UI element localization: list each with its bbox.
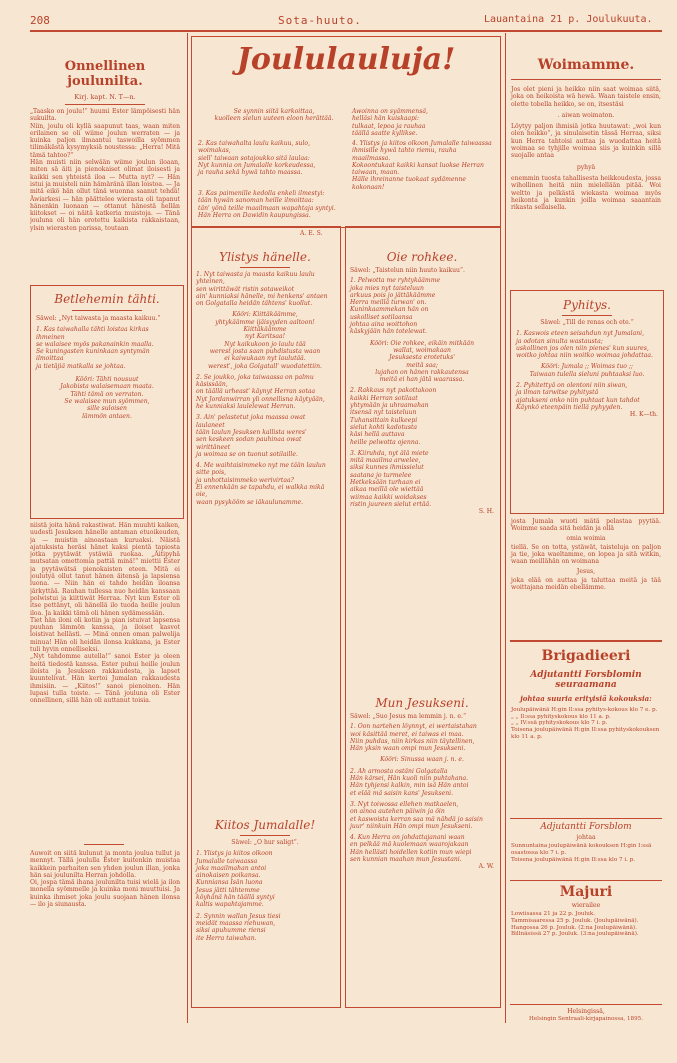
hymn1-tune: Säwel: „Nyt taiwasta ja maasta kaikuu.“ xyxy=(36,315,161,322)
main-title: Joululauluja! xyxy=(236,42,456,77)
right-column-top xyxy=(511,37,661,211)
intro-left: Se synnin siitä karkoittaa, kuolleen sielun uuteen eloon herättää. xyxy=(214,108,334,123)
verse3-sign: A. E. S. xyxy=(300,230,323,237)
imprint-city: Helsingissä, xyxy=(567,1008,605,1015)
hymn4-verse1: 1. Oon nartehen löynnyt, ei wertaistahan woi käsittää meret, ei taiwas ei maa. Niin puhdas, niin kirkas niin täytellinen, Hän yksin waan ompi mun Jesukseni. xyxy=(350,723,477,753)
story-part2: niistä joita hänä rakastiwat. Hän muuhti kaiken, uudesti Jesuksen hänelle antaman etuoikeuden, ja — muistin ainoastaan kuruaksi. Näistä ajatuksista heräsi hänet kaksi pientä tapiosta jotka pyytäwät ystäwiä ruokaa. „Äitipyhä mutsatan omettomia pattiä minä!“ miettii Ester ja pyytäwätsä pienokaisten eteen. Mitä ei joulutyä ollut tanut hänen äitensä ja lapsiensa luona. — Niin hän ei tahdo heidän iloansa järkyttää. Rauhan tullessa nuo heidän kanssaan polwistui ja kiittiwät Herraa. Nyt kun Ester oli itse pettänyt, oli hänellä ilo tuoda heille joulun iloa. Ja kaikki tämä oli hänen sydämessään. Tiet hän iloni oli kotiin ja pian istuivat lapsensa puuhan lämmön kanssa, ja iloiset kasvot loistivat hellästi. — Minä onnen oman palwelija minua! Hän oli heidän ilonsa kukkana, ja Ester tuli hyvin onnelliseksi. „Nyt tahdomme autella!“ sanoi Ester ja oleen heitä tiedostä kanssa. Ester puhui heille joulun iloista ja Jesuksen rakkaudesta, ja lapset kuuntelivat. Hän kertoi Jumalan rakkaudesta ihmisiin. — „Kiitos!“ sanoi pienoinen. Hän lupasi tulla toiste. — Tänä jouluna oli Ester onnellinen, sillä hän oli auttanut toisia. xyxy=(30,522,180,705)
brigadieeri-notice xyxy=(511,648,661,741)
woima-intro: Jos olet pieni ja heikko niin saat woimaa siitä, joka on heikoista wä hewä. Waan taistele ensin, olette tobella heikko, se on, itsestäsi xyxy=(511,86,661,108)
woima-text2: enemmin tuosta tahallisesta heikkoudesta, jossa wihollinen heitä niin mielellään pitää. Woi weltto ja pelkästä wiekasta woimaa myös heikonta ja kunkin joilla woimaa saaantain rikasta sellaisella. xyxy=(511,174,661,212)
author-rule xyxy=(65,104,145,105)
story-part3: Auwoit on siitä kulunut ja monta joulua tullut ja mennyt. Tällä joululla Ester kuitenkin muistaa kaikkein parhaiten sen yhden joulun illan, jonka hän sai joulunilta Herran johdolla. Oi, jospa tämä ihana joulunilta tuisi wielä ja ilon monella syömmelle ja kuinka moni muuttuisi. Ja kuinka ihmiset joka joulu suojaan hänen ilonsa — ilo ja siunausta. xyxy=(30,850,180,909)
hymn1-rule xyxy=(72,310,142,311)
adj-rule xyxy=(510,818,662,819)
hymn1-title: Betlehemin tähti. xyxy=(54,292,160,306)
woima-title: Woimamme. xyxy=(537,57,635,73)
imprint-text: Helsingin Sentraali-kirjapainossa, 1895. xyxy=(528,1016,644,1022)
hymn5-rule xyxy=(240,835,290,836)
major-lead: wierailee xyxy=(571,902,601,909)
brig-title: Brigadieeri xyxy=(541,648,631,664)
column-rule-right xyxy=(505,33,506,1023)
hymn2-rule xyxy=(240,267,290,268)
hymn3-verse1: 1. Pelwotta me ryhtykäämme joka mies nyt taisteluun arkuus pois jo jättäkäämme Herra meillä turwan' on. Kuninkaammekan hän on uskolliset sotilaansa johtaa aina woittohon käskyjään hän totelewat. xyxy=(350,277,441,336)
hymn4-verse3: 3. Nyt toiwossa ellehen matkaelen, on ainoa autehen päiwin ja öin et kaswoista kerran saa mä nähdä jo saisin juur' niinkuin Hän ompi mun Jesukseni. xyxy=(350,800,483,830)
hymn3-chorus: Kööri: Oie rohkee, eikäin mitkään wallat, woimakaan Jesuksesta erotetuks' meitä saa; lujahan on hänen rakkautensa meitä ei han jätä waarassa. xyxy=(369,339,475,384)
intro-right: Awoinna on syämmensä, helläsi hän kuiskaapi: tulkaat, lepoa ja rauhaa täällä saatte kyllikse. xyxy=(352,108,428,137)
woima-text1: Löytyy paljon ihmisiä jotka huutawat: „woi kun olen heikko“, ja sinulaisetin tässä Herraa, siksi kun Herra tahtoisi auttaa ja wuodattaa heitä woimaa se tyhjille woimaa siis ja kuinkin sillä suojalle antaa xyxy=(511,123,661,160)
hymn1-chorus: Kööri: Tähti nousuut Jakobista walaisemaan maata. Tähti tämä on verraton. Se walaisee mun syömmen, sille suloisen lämmön antaen. xyxy=(60,376,154,420)
hymn2-chorus: Kööri: Kiittäkäämme, yhtykäämme ijäisyyden aaltoon! Kiittäkäämme nyt Karitsaa! Nyt kaikukoon jo laulu tää werest josta saan puhdistusta waan ei kaiwukaan nyt laulutää. werest', joka Golgatall' wuodatettiin. xyxy=(208,311,322,370)
hymn-mun-jesukseni xyxy=(350,696,494,871)
woima-rule xyxy=(511,79,661,80)
brig-meetings: Joulupäiwänä H:gin Il:ssa pyhitys-kokous klo 7 e. p. „ „ Il:ssa pyhityskokous klo 11 a. p. „ „ IV:ssä pyhityskokous klo 7 i. p. Toisena joulupäiwänä H:gin II:ssa pyhityskokouksen klo 11 a. p. xyxy=(511,707,660,740)
hymn5-verse2: 2. Synnin wallan Jesus tiesi meidät maassa riehuwan, siksi apuhumme riensi ite Herra taiwahan. xyxy=(196,912,281,942)
right-column-middle xyxy=(511,518,661,592)
after-text: josta Jumala wuoti mätä pelastaa pyytää. Woimme saada sitä heidän ja ollä xyxy=(511,518,661,533)
hymn-betlehemin xyxy=(36,292,178,420)
major-rule xyxy=(510,880,662,881)
hymn5-verse1: 1. Ylistys ja kiitos olkoon Jumalalle taiwaassa joka maailmahan antoi ainokaisen poikansa. Kunniansa Isän luona Jesus jätti tähtemme köyhänä hän täällä syntyi kaltis wapahtajamme. xyxy=(196,850,275,909)
hymn-pyhitys xyxy=(516,298,658,419)
hymn4-verse4: 4. Kun Herra on johdattajanani waan en pelkää mä kuolemaan waarojakaan Hän hellästi hoidellen kotiin mun wiepi sen kunnian maahan mun Jesustani. xyxy=(350,834,472,864)
story-author: Kirj. kapt. N. T—n. xyxy=(74,93,136,101)
hymn4-chorus: Kööri: Sinussa waan j. n. e. xyxy=(380,756,464,764)
hymn-kiitos xyxy=(196,818,334,942)
hymn3-title: Oie rohkee. xyxy=(386,250,458,264)
hymn4-title: Mun Jesukseni. xyxy=(375,696,469,710)
adj-lead: johtaa xyxy=(576,834,596,841)
hymn3-verse3: 3. Kiiruhda, nyt älä miete mitä maailma arwelee, siksi kunnes ihmissielut saatana jo turmelee Hetkeksään turhaan ei aikaa meillä ole wiettää wiimaa kaikki woidakses ristin juureen sielut ertää. xyxy=(350,449,432,508)
brig-subtitle: Adjutantti Forsblomin seuraamana xyxy=(530,670,642,690)
after-text2: tiellä. Se on totta, ystäwät, taisteluja on paljon ja tie, joka waeltamme, on lopea ja sitä witkin, waan meillähän on woimana xyxy=(511,543,661,566)
header-date: Lauantaina 21 p. Joulukuuta. xyxy=(484,14,653,25)
left-column xyxy=(30,35,180,300)
hymn5-title: Kiitos Jumalalle! xyxy=(214,818,316,832)
adjutantti-notice xyxy=(511,822,661,863)
hymn2-verse4: 4. Me waihtaisimmeko nyt me tään laulun sitte pois, ja unhottaisimmeko werivirtaa? Ei ennenkään se tapahdu, ei walkka mikä oie, waan pysykööm se iäkaulunamme. xyxy=(196,462,326,506)
hymn3-tune: Säwel: „Taistelun niin huuto kaikuu“. xyxy=(350,267,465,274)
majuri-notice xyxy=(511,884,661,938)
story-part1: „Taasko on joulu!“ huumi Ester lämpöisesti hän sukuilta. Niin, joulu oli kyllä saapunut taas, waan miten erilainen se oli wiime joulun werraten — ja kuinka paljon ilmaantui taswoilla syömmen tilimäkästä kysymyksiä noustessa: „Herra! Mitä tämä tahtoo?“ Hän muisti niin selwään wiime joulun iloaan, miten sä äiti ja pienokaiset olimat iloisesti ja kaikki sen yhteistä iloa — Mutta nyt? — Hän istui ja muisteli niin hämäränä illan loistoa. — Ja mitä eikö hän ollut tänä wuonna saanut tehdä! Äwiarkesi — hän päättelee wierasta oli tapanut hänenkin luonaan — ottanut hänestä hellän kiitokset — oi näitä katkeria muistoja. — Tänä jouluna oli hän erotettu kaikista rakkaistaan, ylsin wierasten parissa, toutaan xyxy=(30,108,180,232)
page-number: 208 xyxy=(30,14,50,27)
major-title: Majuri xyxy=(559,884,613,900)
story-divider xyxy=(84,844,124,845)
major-meetings: Lowiisassa 21 ja 22 p. Jouluk. Tammisaaressa 25 p. Jouluk. (Joulupäiwänä). Hangossa 26 p. Jouluk. (2:na Joulupäiwänä). Billnäsissä 27 p. Jouluk. (3:na joulupäiwänä). xyxy=(511,911,639,938)
pyhitys-verse2: 2. Pyhitettyä on olentoni niin siwan, ja ilman tarwitse pyhitystä ajatukseni onko niin puhtaat kun tahdot Käynkö eteenpäin tiellä pyhyyden. xyxy=(516,382,640,411)
after-jesus: Jesus, xyxy=(576,567,596,575)
adj-meetings: Sunnuntaina joulupäiwänä kokouksen H:gin I:ssä osastossa klo 7 i. p. Toisena joulupäiwänä H:gin II:ssa klo 7 i. p. xyxy=(511,843,652,863)
pyhitys-chorus: Kööri: Jumala ;; Woimas tuo ;; Taiwaan tulella sieluni puhtaaksi luo. xyxy=(529,363,645,378)
verse3-left: 3. Kas paimenille kedolla enkeli ilmestyi: tään hywän sanoman heille ilmoittaa: tän' yönä teille maailmaan wapahtaja syntyi. Hän Herra on Dawidin kaupungissa. xyxy=(198,190,336,219)
header-rule xyxy=(30,30,662,32)
hymn4-verse2: 2. Ah armosta ostäni Golgatalla Hän kärsei, Hän kuoli niin puhtahana. Hän tyhjensi kalkin, min isä Hän antoi et elää mä saisin kans' Jesukseni. xyxy=(350,767,469,797)
pyhitys-verse1: 1. Kaswois eteen seisahdun nyt Jumalani, ja odotan sinulta wastausta; uskollinen jos olen niin pienes' kun suures, woitko johtaa niin woitko woimaa johdattaa. xyxy=(516,330,653,360)
pyhitys-title: Pyhitys. xyxy=(563,298,611,312)
pyhitys-rule xyxy=(562,315,612,316)
hymn-oie-rohkee xyxy=(350,250,494,516)
after-subtitle: omia woimia xyxy=(566,534,606,542)
pyhitys-sign: H. K—th. xyxy=(629,411,658,419)
verse2-left: 2. Kas taiwahalta laulu kaikuu, sulo, woimakas, siell' taiwaan sotajoukko sitä laulaa: Nyt kunnia on Jumalalle korkeudessa, ja rauha sekä hywä tahto maassa. xyxy=(198,140,316,177)
hymn3-verse2: 2. Rakkaus nyt pakottakoon kaikki Herran sotilaat yhtymään ja uhraamahan itsensä nyt taisteluun Tuhansittain kulkeepi sielut kohti kadotusta käsi hellä auttava heille pelwotta ojenna. xyxy=(350,387,437,446)
story-title: Onnellinen joulunilta. xyxy=(64,59,146,89)
paper-name: Sota-huuto. xyxy=(278,14,362,27)
brig-lead: johtaa suuria erityisiä kokouksia: xyxy=(520,694,652,703)
hymn4-tune: Säwel: „Suo Jesus ma lemmin j. n. e.“ xyxy=(350,713,467,720)
after-text3: joka elää on auttaa ja taluttaa meitä ja tää woittajana meidän ebellämme. xyxy=(511,577,661,592)
pyhitys-tune: Säwel: „Till de renas och ete.“ xyxy=(540,319,634,326)
woima-subtitle2: pyhyä xyxy=(576,163,596,171)
column-rule-left xyxy=(187,33,188,1023)
brig-top-rule xyxy=(510,640,662,642)
hymn2-verse3: 3. Ain' pelastetut joka maassa owat laulaneet tään laulun Jesuksen kallista weres' sen keskeen sodan pauhinaa owat wirittäneet ja woimaa se on tuonut sotilaille. xyxy=(196,414,307,458)
imprint-rule xyxy=(510,1004,662,1005)
hymn-ylistys xyxy=(196,250,334,506)
verse4-right: 4. Ylistys ja kiitos olkoon Jumalalle taiwaassa ihmisille hywä tahto riemu, rauha maailmassa. Kokoontukaat kaikki kansat luokse Herran taiwaan, maan. Hälle ihreinanne tuokaat sydämenne kokonaan! xyxy=(352,140,492,191)
hymn5-tune: Säwel: „O hur saligt“. xyxy=(231,839,299,846)
hymn2-verse2: 2. Se joukko, joka taiwaassa on palmu käsissään, on täällä urheast' käynyt Herran sotaa Nyt Jordanwirran yli onnellisna käytyään, he kunniaksi laulelewat Herran. xyxy=(196,373,325,411)
adj-title: Adjutantti Forsblom xyxy=(540,822,632,832)
hymn2-verse1: 1. Nyt taiwasta ja maasta kaikuu laulu yhteinen, sen wirittäwät ristin sotaweikot ain' kunniaksi hänelle, mi henkens' antaen on Golgatalla heidän tähtens' kuollut. xyxy=(196,271,328,308)
hymn1-text: 1. Kas taiwahalla tähti loistaa kirkas ihmeinen se walaisee myös pakanainkin maalla. Se kuningasten kuninkaan syntymän ilmoittaa ja tietäjiä matkalla se johtaa. xyxy=(36,326,154,370)
woima-subtitle1: . aiwan woimaton. xyxy=(557,111,615,119)
hymn4-sign: A. W. xyxy=(478,863,494,871)
hymn3-sign: S. H. xyxy=(478,508,494,516)
hymn2-title: Ylistys hänelle. xyxy=(219,250,311,264)
